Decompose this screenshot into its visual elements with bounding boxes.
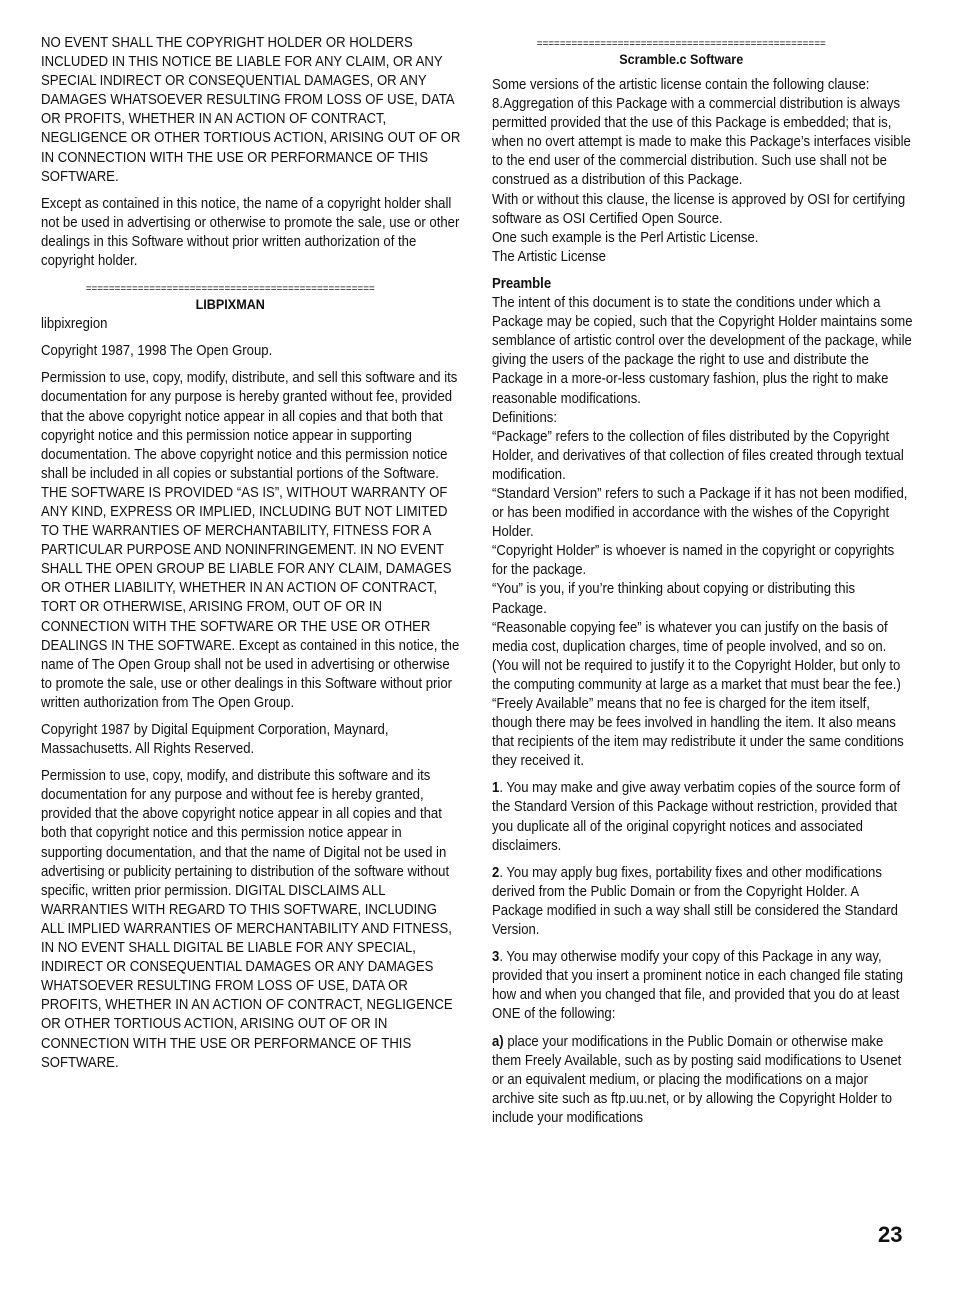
clause-1-number: 1: [492, 780, 500, 797]
clause-1-text: . You may make and give away verbatim copies of the source form of the Standard Version of this Package without restriction, provided that you duplicate all of the original copyright notices and associated disclaimers.: [492, 780, 901, 854]
clause-3a-text: place your modifications in the Public Domain or otherwise make them Freely Available, such as by posting said modifications to Usenet or an equivalent medium, or placing the modifications on a major archive site such as ftp.uu.net, or by allowing the Copyright Holder to include your modifications: [492, 1033, 902, 1126]
clause-3: [492, 948, 913, 1024]
preamble-heading: Preamble: [492, 275, 552, 292]
section-separator: ==================================================: [85, 283, 375, 296]
open-group-copyright: Copyright 1987, 1998 The Open Group.: [41, 343, 273, 360]
clause-3a-label: a): [492, 1033, 504, 1050]
left-column: [41, 34, 462, 1081]
artistic-license-title: The Artistic License: [492, 248, 606, 265]
right-text: [492, 38, 913, 1128]
digital-copyright: Copyright 1987 by Digital Equipment Corporation, Maynard, Massachusetts. All Rights Reserved.: [41, 722, 389, 758]
definition-package: “Package” refers to the collection of files distributed by the Copyright Holder, and derivatives of that collection of files created through textual modification.: [492, 428, 904, 483]
perl-example: One such example is the Perl Artistic License.: [492, 229, 759, 246]
libpixman-heading: LIBPIXMAN: [195, 296, 265, 313]
clause-3a: [492, 1033, 913, 1128]
definition-copying-fee: “Reasonable copying fee” is whatever you can justify on the basis of media cost, duplication charges, time of people involved, and so on. (You will not be required to justify it to the Copyright Holder, but only to the computing community at large as a market that must bear the fee.): [492, 619, 901, 693]
definition-you: “You” is you, if you’re thinking about copying or distributing this Package.: [492, 581, 856, 617]
preamble-text: The intent of this document is to state the conditions under which a Package may be copied, such that the Copyright Holder maintains some semblance of artistic control over the development of the package, while giving the users of the package the right to use and distribute the Package in a more-or-less customary fashion, plus the right to make reasonable modifications.: [492, 295, 913, 407]
except-paragraph: Except as contained in this notice, the name of a copyright holder shall not be used in advertising or otherwise to promote the sale, use or other dealings in this Software without prior written authorization of the copyright holder.: [41, 195, 460, 270]
scramble-heading: Scramble.c Software: [619, 51, 744, 67]
definitions-label: Definitions:: [492, 409, 557, 426]
libpixregion-label: libpixregion: [41, 316, 108, 333]
clause-2-text: . You may apply bug fixes, portability fixes and other modifications derived from the Public Domain or from the Copyright Holder. A Package modified in such a way shall still be considered the Standard Version.: [492, 864, 898, 939]
section-separator: ==================================================: [536, 38, 826, 50]
clause-intro: Some versions of the artistic license contain the following clause:: [492, 77, 870, 93]
osi-note: With or without this clause, the license is approved by OSI for certifying software as OSI Certified Open Source.: [492, 191, 906, 227]
right-column: [492, 34, 913, 1136]
open-group-permission: Permission to use, copy, modify, distribute, and sell this software and its documentation for any purpose is hereby granted without fee, provided that the above copyright notice appear in all copies and that both that copyright notice and this permission notice appear in supporting documentation. The above copyright notice and this permission notice shall be included in all copies or substantial portions of the Software. THE SOFTWARE IS PROVIDED “AS IS”, WITHOUT WARRANTY OF ANY KIND, EXPRESS OR IMPLIED, INCLUDING BUT NOT LIMITED TO THE WARRANTIES OF MERCHANTABILITY, FITNESS FOR A PARTICULAR PURPOSE AND NONINFRINGEMENT. IN NO EVENT SHALL THE OPEN GROUP BE LIABLE FOR ANY CLAIM, DAMAGES OR OTHER LIABILITY, WHETHER IN AN ACTION OF CONTRACT, TORT OR OTHERWISE, ARISING FROM, OUT OF OR IN CONNECTION WITH THE SOFTWARE OR THE USE OR OTHER DEALINGS IN THE SOFTWARE. Except as contained in this notice, the name of The Open Group shall not be used in advertising or otherwise to promote the sale, use or other dealings in this Software without prior written authorization from The Open Group.: [41, 370, 460, 711]
page-number: 23: [878, 1222, 903, 1247]
clause-3-text: . You may otherwise modify your copy of this Package in any way, provided that you insert a prominent notice in each changed file stating how and when you changed that file, and provided that you do at least ONE of the following:: [492, 949, 904, 1023]
left-text: [41, 34, 462, 1073]
digital-permission: Permission to use, copy, modify, and distribute this software and its documentation for any purpose and without fee is hereby granted, provided that the above copyright notice appear in all copies and that both that copyright notice and this permission notice appear in supporting documentation, and that the name of Digital not be used in advertising or publicity pertaining to distribution of the software without specific, written prior permission. DIGITAL DISCLAIMS ALL WARRANTIES WITH REGARD TO THIS SOFTWARE, INCLUDING ALL IMPLIED WARRANTIES OF MERCHANTABILITY AND FITNESS, IN NO EVENT SHALL DIGITAL BE LIABLE FOR ANY SPECIAL, INDIRECT OR CONSEQUENTIAL DAMAGES OR ANY DAMAGES WHATSOEVER RESULTING FROM LOSS OF USE, DATA OR PROFITS, WHETHER IN AN ACTION OF CONTRACT, NEGLIGENCE OR OTHER TORTIOUS ACTION, ARISING OUT OF OR IN CONNECTION WITH THE USE OR PERFORMANCE OF THIS SOFTWARE.: [41, 768, 453, 1071]
clause-2-number: 2: [492, 864, 500, 881]
definition-freely-available: “Freely Available” means that no fee is charged for the item itself, though there may be fees involved in handling the item. It also means that recipients of the item may redistribute it under the same conditions they received it.: [492, 696, 904, 770]
no-event-paragraph: NO EVENT SHALL THE COPYRIGHT HOLDER OR HOLDERS INCLUDED IN THIS NOTICE BE LIABLE FOR ANY CLAIM, OR ANY SPECIAL INDIRECT OR CONSEQUENTIAL DAMAGES, OR ANY DAMAGES WHATSOEVER RESULTING FROM LOSS OF USE, DATA OR PROFITS, WHETHER IN AN ACTION OF CONTRACT, NEGLIGENCE OR OTHER TORTIOUS ACTION, ARISING OUT OF OR IN CONNECTION WITH THE USE OR PERFORMANCE OF THIS SOFTWARE.: [41, 35, 461, 185]
clause-2: [492, 864, 913, 940]
clause-3-number: 3: [492, 949, 500, 966]
definition-standard-version: “Standard Version” refers to such a Package if it has not been modified, or has been modified in accordance with the wishes of the Copyright Holder.: [492, 485, 908, 541]
clause-1: [492, 779, 913, 855]
clause-8: 8.Aggregation of this Package with a commercial distribution is always permitted provided that the use of this Package is embedded; that is, when no overt attempt is made to make this Package’s interfaces visible to the end user of the commercial distribution. Such use shall not be construed as a distribution of this Package.: [492, 96, 911, 189]
definition-copyright-holder: “Copyright Holder” is whoever is named in the copyright or copyrights for the package.: [492, 543, 895, 579]
